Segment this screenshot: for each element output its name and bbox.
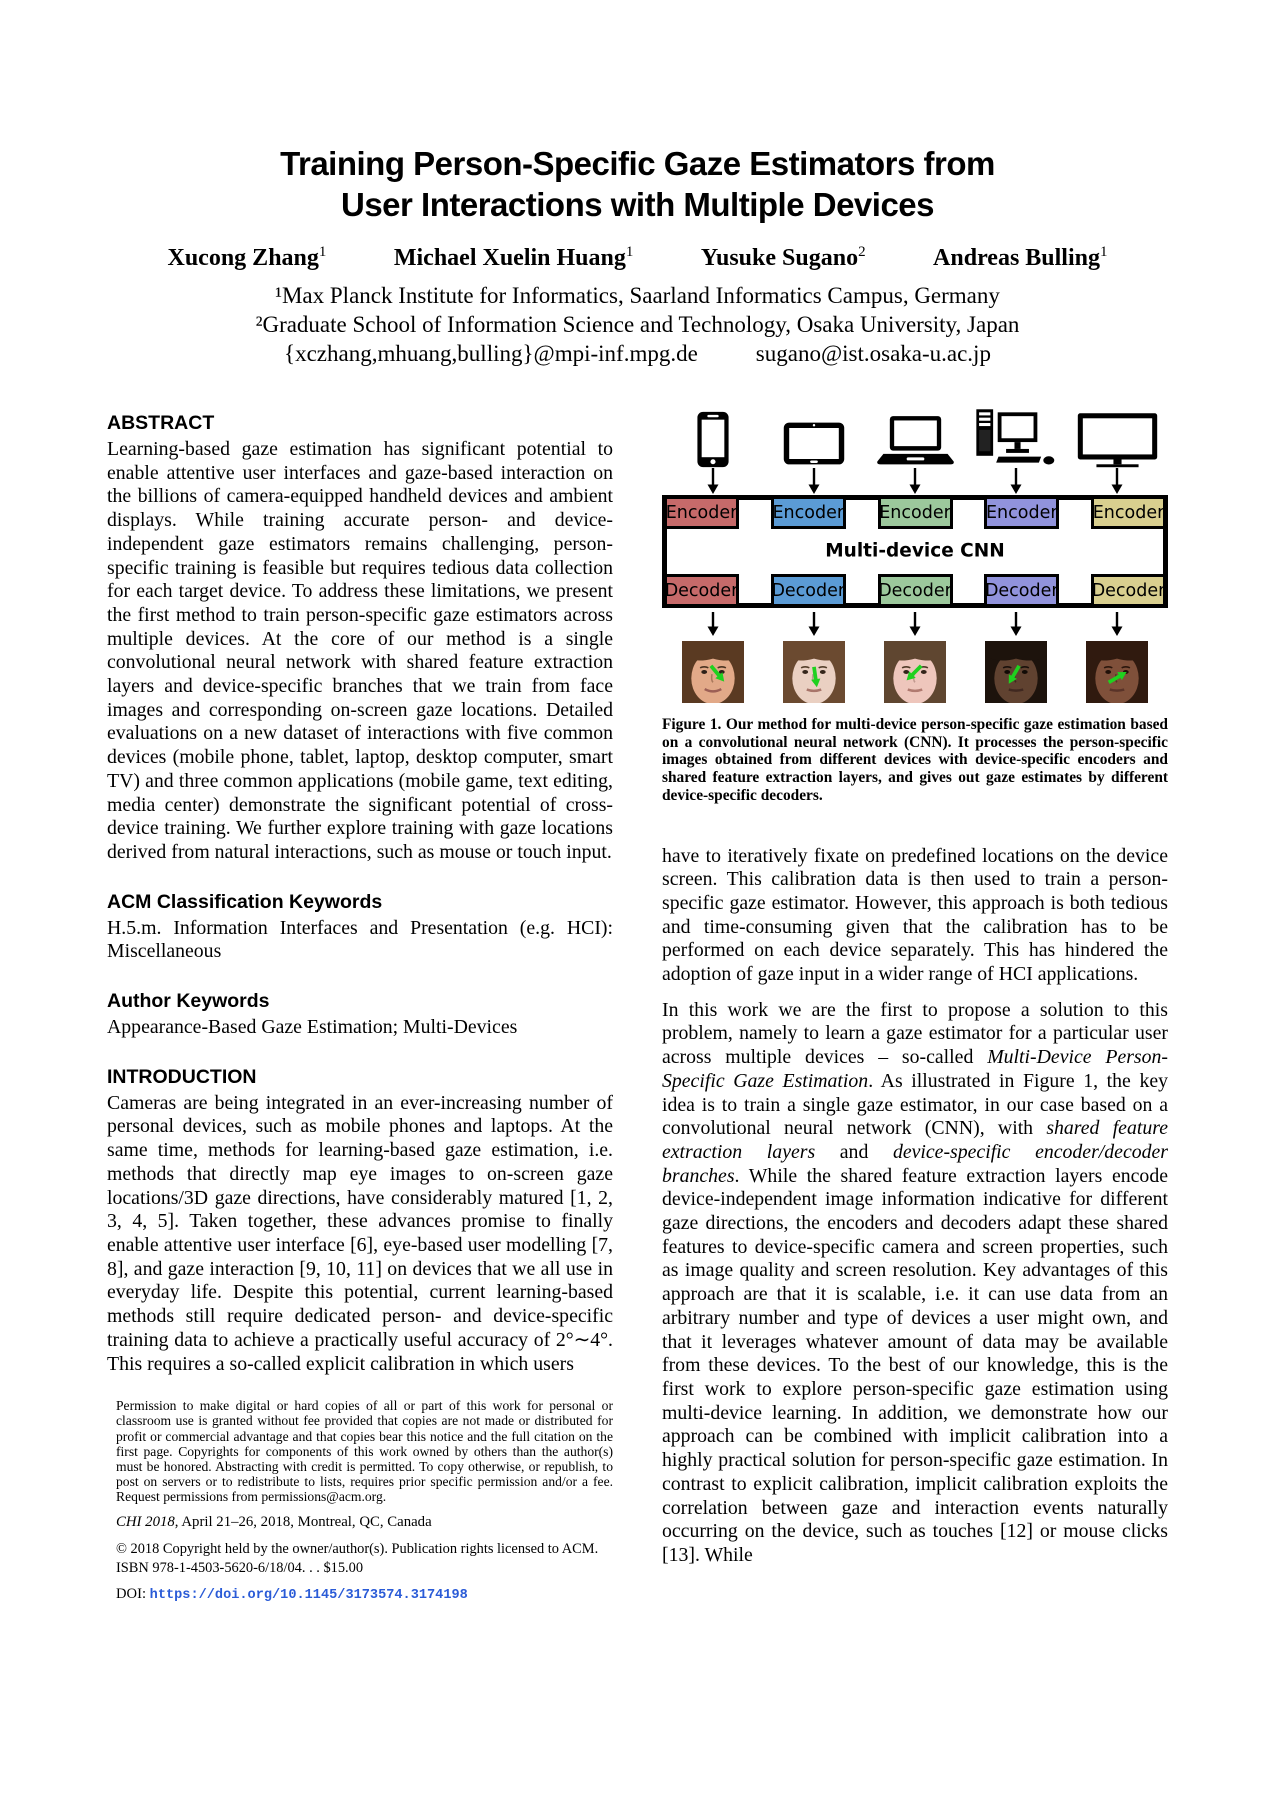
doi-line <box>116 1586 613 1603</box>
introduction-text: Cameras are being integrated in an ever-increasing number of personal devices, such as mobile phones and laptops. At the same time, methods for learning-based gaze estimation, i.e. methods that directly map eye images to on-screen gaze locations/3D gaze directions, have considerably matured [1, 2, 3, 4, 5]. Taken together, these advances promise to finally enable attentive user interface [6], eye-based user modelling [7, 8], and gaze interaction [9, 10, 11] on devices that we all use in everyday life. Despite this potential, current learning-based methods still require dedicated person- and device-specific training data to achieve a practically useful accuracy of 2°∼4°. This requires a so-called explicit calibration in which users <box>107 1091 613 1375</box>
encoder-box: Encoder <box>878 496 953 529</box>
arrow-down-icon <box>907 468 923 494</box>
face-image <box>985 641 1047 703</box>
laptop-icon <box>877 415 954 467</box>
author-affiliation-mark: 2 <box>858 244 866 260</box>
arrow-down-icon <box>806 612 822 636</box>
author-affiliation-mark: 1 <box>318 244 327 260</box>
abstract-heading: ABSTRACT <box>107 412 215 434</box>
smart-tv-icon <box>1077 412 1158 468</box>
doi-label: DOI: <box>116 1585 146 1602</box>
decoder-box: Decoder <box>664 574 739 607</box>
email-address: sugano@ist.osaka-u.ac.jp <box>755 341 991 366</box>
arrow-down-icon <box>907 612 923 636</box>
title-line-1: Training Person-Specific Gaze Estimators from <box>280 145 995 182</box>
body-paragraph: have to iteratively fixate on predefined locations on the device screen. This calibration data is then used to train a person-specific gaze estimator. However, this approach is both tedious and time-consuming given that the calibration has to be performed on each device separately. This has hindered the adoption of gaze input in a wider range of HCI applications. <box>662 844 1168 986</box>
acm-keywords-heading: ACM Classification Keywords <box>107 890 383 913</box>
isbn-line: ISBN 978-1-4503-5620-6/18/04. . . $15.00 <box>116 1559 364 1576</box>
arrows-to-encoders <box>662 468 1168 495</box>
arrows-to-faces <box>662 612 1168 639</box>
decoder-row <box>664 574 1166 607</box>
cnn-label: Multi-device CNN <box>825 540 1005 562</box>
face-image <box>682 641 744 703</box>
face-image <box>1086 641 1148 703</box>
face-image <box>884 641 946 703</box>
face-image <box>783 641 845 703</box>
permission-notice: Permission to make digital or hard copies of all or part of this work for personal or classroom use is granted without fee provided that copies are not made or distributed for profit or commercial advantage and that copies bear this notice and the full citation on the first page. Copyrights for components of this work owned by others than the author(s) must be honored. Abstracting with credit is permitted. To copy otherwise, or republish, to post on servers or to redistribute to lists, requires prior specific permission and/or a fee. Request permissions from permissions@acm.org. <box>116 1398 613 1505</box>
two-column-body <box>107 392 1168 1603</box>
arrow-down-icon <box>1008 612 1024 636</box>
encoder-box: Encoder <box>984 496 1059 529</box>
conference-line: CHI 2018, April 21–26, 2018, Montreal, QC, Canada <box>116 1513 432 1530</box>
affiliations <box>107 281 1168 368</box>
desktop-computer-icon <box>972 407 1060 468</box>
affiliation: ²Graduate School of Information Science and Technology, Osaka University, Japan <box>255 312 1020 337</box>
arrow-down-icon <box>705 468 721 494</box>
author-keywords-heading: Author Keywords <box>107 990 270 1013</box>
conference-name: CHI 2018 <box>116 1513 175 1530</box>
decoder-box: Decoder <box>1091 574 1166 607</box>
paper-page <box>0 143 1275 1603</box>
footnote-block <box>107 1398 613 1602</box>
arrow-down-icon <box>806 468 822 494</box>
encoder-row <box>664 496 1166 529</box>
arrow-down-icon <box>705 612 721 636</box>
decoder-box: Decoder <box>984 574 1059 607</box>
doi-link[interactable]: https://doi.org/10.1145/3173574.3174198 <box>149 1587 468 1603</box>
encoder-box: Encoder <box>1091 496 1166 529</box>
smartphone-icon <box>696 411 730 468</box>
arrow-down-icon <box>1109 468 1125 494</box>
arrow-down-icon <box>1008 468 1024 494</box>
decoder-box: Decoder <box>771 574 846 607</box>
right-column <box>662 392 1168 1603</box>
introduction-heading: INTRODUCTION <box>107 1065 257 1088</box>
author: Michael Xuelin Huang$^1$ <box>393 244 634 271</box>
copyright-line: © 2018 Copyright held by the owner/author(s). Publication rights licensed to ACM. <box>116 1540 599 1557</box>
body-paragraph: In this work we are the first to propose a solution to this problem, namely to learn a gaze estimator for a particular user across multiple devices – so-called Multi-Device Person-Specific Gaze Estimation. As illustrated in Figure 1, the key idea is to train a single gaze estimator, in our case based on a convolutional neural network (CNN), with shared feature extraction layers and device-specific encoder/decoder branches. While the shared feature extraction layers encode device-independent image information indicative for different gaze directions, the encoders and decoders adapt these shared features to device-specific camera and screen properties, such as image quality and screen resolution. Key advantages of this approach are that it is scalable, i.e. it can use data from an arbitrary number and type of devices a user might own, and that it leverages whatever amount of data may be available from these devices. To the best of our knowledge, this is the first work to explore person-specific gaze estimation using multi-device learning. In addition, we demonstrate how our approach can be combined with implicit calibration into a highly practical solution for person-specific gaze estimation. In contrast to explicit calibration, implicit calibration exploits the correlation between gaze and interaction events naturally occurring on the device, such as touches [12] or mouse clicks [13]. While <box>662 998 1169 1566</box>
tablet-icon <box>783 421 845 466</box>
page-title <box>107 143 1168 225</box>
multi-device-cnn-box <box>662 495 1168 608</box>
device-icons-row <box>662 406 1168 468</box>
emails-row <box>107 339 1168 368</box>
author: Xucong Zhang$^1$ <box>167 244 327 271</box>
author: Yusuke Sugano$^2$ <box>700 244 866 271</box>
authors-row <box>168 244 1108 272</box>
title-line-2: User Interactions with Multiple Devices <box>341 186 934 223</box>
encoder-box: Encoder <box>664 496 739 529</box>
author-affiliation-mark: 1 <box>625 244 634 260</box>
author-keywords-text: Appearance-Based Gaze Estimation; Multi-Devices <box>107 1016 518 1039</box>
acm-keywords-text: H.5.m. Information Interfaces and Presentation (e.g. HCI): Miscellaneous <box>107 916 613 963</box>
face-images-row <box>662 641 1168 703</box>
arrow-down-icon <box>1109 612 1125 636</box>
figure-1 <box>662 406 1168 703</box>
left-column <box>107 392 613 1603</box>
affiliation: ¹Max Planck Institute for Informatics, Saarland Informatics Campus, Germany <box>275 283 1000 308</box>
author: Andreas Bulling$^1$ <box>933 244 1108 271</box>
author-affiliation-mark: 1 <box>1100 244 1108 260</box>
decoder-box: Decoder <box>878 574 953 607</box>
encoder-box: Encoder <box>771 496 846 529</box>
abstract-text: Learning-based gaze estimation has significant potential to enable attentive user interfaces and gaze-based interaction on the billions of camera-equipped handheld devices and ambient displays. While training accurate person- and device-independent gaze estimators remains challenging, person-specific training is feasible but requires tedious data collection for each target device. To address these limitations, we present the first method to train person-specific gaze estimators across multiple devices. At the core of our method is a single convolutional neural network with shared feature extraction layers and device-specific branches that we train from face images and corresponding on-screen gaze locations. Detailed evaluations on a new dataset of interactions with five common devices (mobile phone, tablet, laptop, desktop computer, smart TV) and three common applications (mobile game, text editing, media center) demonstrate the significant potential of cross-device training. We further explore training with gaze locations derived from natural interactions, such as mouse or touch input. <box>107 438 613 863</box>
email-address: {xczhang,mhuang,bulling}@mpi-inf.mpg.de <box>284 341 698 366</box>
figure-caption: Figure 1. Our method for multi-device person-specific gaze estimation based on a convolutional neural network (CNN). It processes the person-specific images obtained from different devices with device-specific encoders and shared feature extraction layers, and gives out gaze estimates by different device-specific decoders. <box>662 716 1168 804</box>
